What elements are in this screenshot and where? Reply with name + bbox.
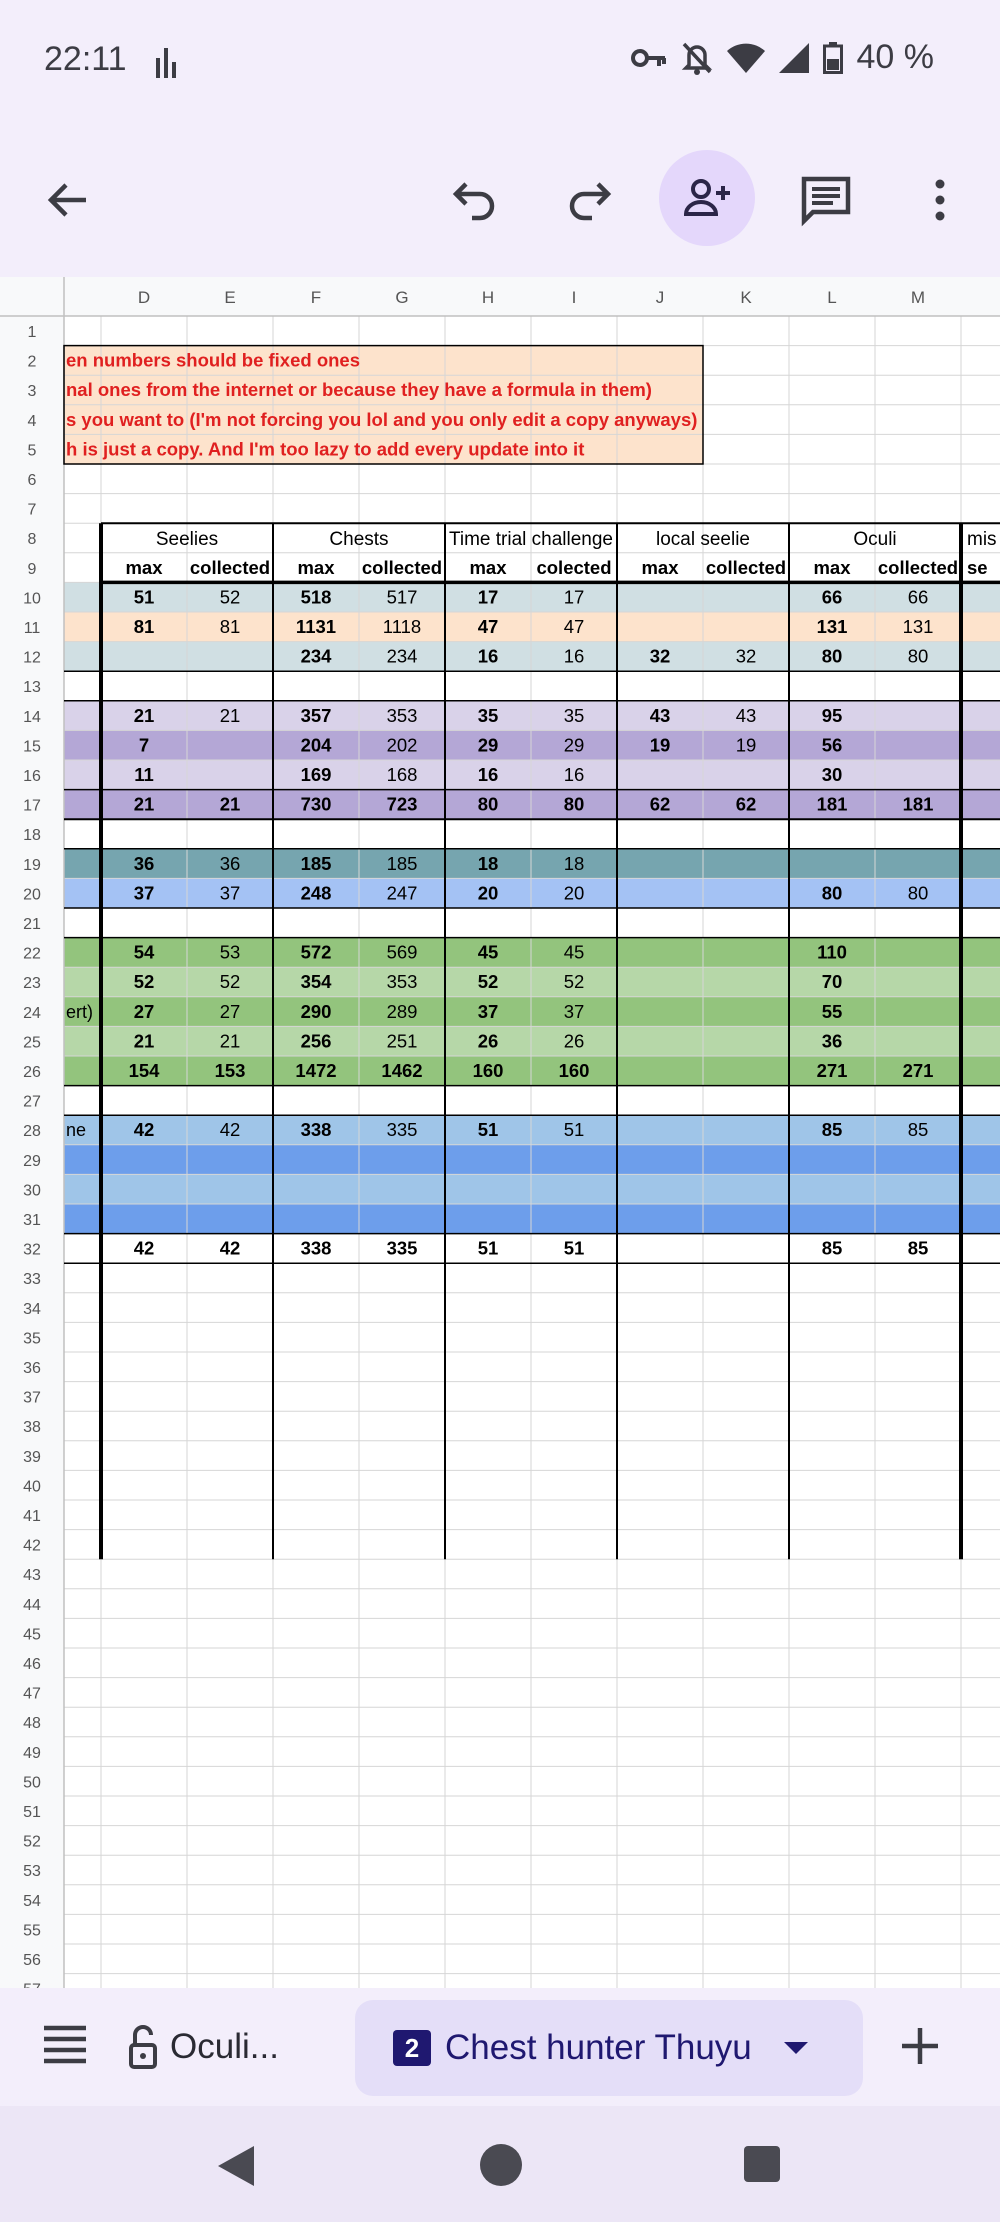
row-header[interactable]: 24: [23, 1004, 41, 1022]
subheader: collected: [877, 556, 959, 578]
cell-value[interactable]: 85: [907, 1237, 929, 1259]
cell-value[interactable]: 42: [219, 1119, 241, 1141]
cell-value[interactable]: 21: [219, 704, 241, 726]
back-arrow-icon: [46, 178, 90, 222]
row-header[interactable]: 2: [27, 353, 37, 371]
cell-value[interactable]: 181: [816, 793, 848, 815]
all-sheets-button[interactable]: [40, 2022, 96, 2072]
column-header[interactable]: M: [910, 288, 926, 307]
column-header[interactable]: I: [571, 288, 577, 307]
tab-chest-hunter[interactable]: [355, 2000, 863, 2096]
cell-value[interactable]: 32: [649, 645, 671, 667]
cell-value[interactable]: 21: [219, 1030, 241, 1052]
cell-value[interactable]: 66: [907, 586, 929, 608]
subheader: collected: [361, 556, 443, 578]
cell-value[interactable]: 81: [133, 616, 155, 637]
group-header: Time trial challenge: [448, 529, 614, 551]
more-options-button[interactable]: [892, 152, 988, 248]
row-header[interactable]: 32: [23, 1241, 41, 1259]
share-person-add-icon: [683, 178, 731, 218]
cell-value[interactable]: 56: [821, 734, 843, 756]
cell-value[interactable]: 52: [219, 586, 241, 608]
row-header[interactable]: 41: [23, 1508, 41, 1525]
group-header: mis: [967, 529, 997, 551]
row-header[interactable]: 30: [23, 1182, 41, 1200]
system-nav-bar: [0, 2106, 1000, 2222]
cell-value[interactable]: 185: [386, 852, 418, 874]
cell-value[interactable]: 47: [477, 616, 499, 637]
row-header[interactable]: 27: [23, 1093, 41, 1111]
cell-value[interactable]: 51: [133, 586, 155, 608]
cell-value[interactable]: 26: [477, 1030, 499, 1052]
note-text: en numbers should be fixed ones: [66, 349, 360, 371]
cell-value[interactable]: 42: [219, 1237, 241, 1259]
cell-value[interactable]: 29: [563, 734, 585, 756]
battery-icon: [823, 42, 843, 74]
cell-value[interactable]: 85: [907, 1119, 929, 1141]
cell-value[interactable]: 47: [563, 616, 585, 637]
cell-value[interactable]: 569: [386, 941, 418, 963]
cell-value[interactable]: 52: [133, 971, 155, 993]
cell-value[interactable]: 290: [300, 1000, 332, 1022]
cell-value[interactable]: 335: [386, 1237, 418, 1259]
cell-value[interactable]: 16: [563, 645, 585, 667]
sheets-list-icon: [40, 2022, 90, 2066]
cell-value[interactable]: 80: [907, 645, 929, 667]
share-button[interactable]: [659, 150, 755, 246]
subheader: se: [967, 556, 988, 578]
cell-value[interactable]: 185: [300, 852, 332, 874]
cell-value[interactable]: 21: [133, 793, 155, 815]
cell-value[interactable]: 1118: [382, 616, 422, 637]
row-header[interactable]: 48: [23, 1715, 41, 1733]
row-label: ne: [66, 1120, 87, 1141]
cell-value[interactable]: 45: [563, 941, 585, 963]
row-header[interactable]: 36: [23, 1360, 41, 1377]
cell-value[interactable]: 517: [386, 586, 418, 608]
row-header[interactable]: 13: [23, 679, 41, 697]
cell-value[interactable]: 21: [133, 704, 155, 726]
cell-value[interactable]: 21: [219, 793, 241, 815]
cell-value[interactable]: 110: [817, 941, 847, 963]
cell-value[interactable]: 7: [138, 734, 150, 756]
row-header[interactable]: 17: [23, 797, 41, 815]
row-header[interactable]: 42: [23, 1537, 41, 1555]
more-vert-icon: [934, 178, 946, 222]
row-header[interactable]: 7: [27, 501, 37, 519]
cell-value[interactable]: 338: [300, 1237, 332, 1259]
nav-back-icon[interactable]: [214, 2144, 258, 2188]
cell-value[interactable]: 55: [821, 1000, 843, 1022]
row-header[interactable]: 38: [23, 1419, 41, 1437]
cell-value[interactable]: 37: [477, 1000, 499, 1022]
row-header[interactable]: 26: [23, 1064, 41, 1081]
cell-value[interactable]: 16: [563, 764, 585, 785]
row-header[interactable]: 4: [27, 412, 37, 430]
column-header[interactable]: J: [655, 288, 665, 307]
undo-button[interactable]: [426, 152, 522, 248]
cell-value[interactable]: 723: [386, 793, 418, 815]
row-fill: [64, 642, 1000, 672]
cell-value[interactable]: 335: [386, 1119, 418, 1141]
row-fill: [64, 997, 1000, 1027]
cell-value[interactable]: 52: [477, 971, 499, 993]
column-header[interactable]: E: [224, 288, 236, 307]
row-header[interactable]: 44: [23, 1596, 41, 1614]
cell-value[interactable]: 11: [134, 764, 154, 785]
row-header[interactable]: 1: [27, 324, 37, 341]
cell-value[interactable]: 19: [735, 734, 757, 756]
cell-value[interactable]: 51: [477, 1237, 499, 1259]
cell-value[interactable]: 80: [477, 793, 499, 815]
cell-value[interactable]: 204: [300, 734, 332, 756]
cell-value[interactable]: 17: [477, 586, 499, 608]
row-header[interactable]: 22: [23, 945, 41, 963]
cell-value[interactable]: 51: [477, 1119, 499, 1141]
cell-value[interactable]: 518: [300, 586, 332, 608]
row-header[interactable]: 18: [23, 827, 41, 845]
row-header[interactable]: 55: [23, 1922, 41, 1940]
cell-value[interactable]: 81: [219, 616, 241, 637]
cell-value[interactable]: 37: [219, 882, 241, 904]
subheader: max: [297, 556, 335, 578]
add-sheet-button[interactable]: [898, 2024, 948, 2074]
cell-value[interactable]: 42: [133, 1119, 155, 1141]
cell-value[interactable]: 36: [133, 852, 155, 874]
cell-value[interactable]: 35: [477, 704, 499, 726]
row-fill: [64, 967, 1000, 997]
cell-value[interactable]: 248: [300, 882, 332, 904]
column-header[interactable]: F: [310, 288, 322, 307]
row-header[interactable]: 14: [23, 708, 41, 726]
cell-value[interactable]: 43: [649, 704, 671, 726]
group-header: Chests: [329, 529, 389, 551]
cell-value[interactable]: 1472: [295, 1060, 337, 1081]
row-header[interactable]: 12: [23, 649, 41, 667]
row-fill: [64, 790, 1000, 820]
cell-value[interactable]: 168: [386, 764, 418, 785]
cell-value[interactable]: 85: [821, 1119, 843, 1141]
row-fill: [64, 760, 1000, 790]
cell-value[interactable]: 160: [472, 1060, 504, 1081]
row-header[interactable]: 35: [23, 1330, 41, 1348]
row-header[interactable]: 47: [23, 1685, 41, 1703]
cell-value[interactable]: 181: [902, 793, 934, 815]
cell-value[interactable]: 247: [386, 882, 418, 904]
row-header[interactable]: 56: [23, 1952, 41, 1969]
row-header[interactable]: 37: [23, 1389, 41, 1407]
battery-percent: 40 %: [856, 38, 934, 76]
row-header[interactable]: 40: [23, 1478, 41, 1496]
row-fill: [64, 849, 1000, 879]
row-header[interactable]: 52: [23, 1833, 41, 1851]
row-fill: [64, 1026, 1000, 1056]
row-fill: [64, 1056, 1000, 1086]
cell-value[interactable]: 20: [563, 882, 585, 904]
cell-value[interactable]: 37: [133, 882, 155, 904]
cell-value[interactable]: 27: [133, 1000, 155, 1022]
cell-value[interactable]: 45: [477, 941, 499, 963]
row-header[interactable]: 45: [23, 1626, 41, 1644]
cell-value[interactable]: 36: [821, 1030, 843, 1052]
cell-value[interactable]: 80: [563, 793, 585, 815]
row-header[interactable]: 46: [23, 1656, 41, 1673]
subheader: max: [125, 556, 163, 578]
cell-value[interactable]: 52: [219, 971, 241, 993]
status-icons: [631, 38, 935, 77]
cell-value[interactable]: 26: [563, 1030, 585, 1052]
row-header[interactable]: 5: [27, 442, 37, 460]
row-fill: [64, 1204, 1000, 1234]
row-label: ert): [66, 1001, 93, 1022]
cell-value[interactable]: 17: [563, 586, 585, 608]
back-button[interactable]: [20, 152, 116, 248]
cell-value[interactable]: 42: [133, 1237, 155, 1259]
protected-sheet-badge: 2: [393, 2030, 431, 2066]
cell-value[interactable]: 353: [386, 971, 418, 993]
subheader: max: [813, 556, 851, 578]
row-header[interactable]: 39: [23, 1448, 41, 1466]
cell-value[interactable]: 153: [214, 1060, 246, 1081]
add-icon: [898, 2024, 942, 2068]
cell-value[interactable]: 43: [735, 704, 757, 726]
row-header[interactable]: 16: [23, 768, 41, 785]
cell-value[interactable]: 353: [386, 704, 418, 726]
status-bar: [0, 0, 1000, 124]
row-fill: [64, 701, 1000, 731]
top-toolbar: [0, 124, 1000, 276]
chevron-down-icon[interactable]: [782, 2040, 810, 2056]
row-header[interactable]: 29: [23, 1152, 41, 1170]
cell-value[interactable]: 27: [219, 1000, 241, 1022]
cell-value[interactable]: 234: [386, 645, 418, 667]
cell-value[interactable]: 271: [902, 1060, 934, 1081]
cell-value[interactable]: 80: [907, 882, 929, 904]
redo-icon: [566, 180, 614, 220]
cell-value[interactable]: 256: [300, 1030, 332, 1052]
cell-value[interactable]: 37: [563, 1000, 585, 1022]
row-header[interactable]: 49: [23, 1744, 41, 1762]
column-header[interactable]: L: [827, 288, 837, 307]
subheader: colected: [536, 556, 612, 578]
row-fill: [64, 1145, 1000, 1175]
cell-value[interactable]: 51: [563, 1237, 585, 1259]
cell-value[interactable]: 80: [821, 882, 843, 904]
tab-oculi-label: Oculi...: [170, 2027, 279, 2066]
cell-value[interactable]: 16: [477, 645, 499, 667]
cell-value[interactable]: 338: [300, 1119, 332, 1141]
column-header[interactable]: D: [137, 288, 151, 307]
comments-button[interactable]: [778, 152, 874, 248]
subheader: max: [469, 556, 507, 578]
column-header[interactable]: G: [395, 288, 409, 307]
row-header[interactable]: 28: [23, 1123, 41, 1141]
cell-value[interactable]: 1131: [295, 616, 337, 637]
column-header[interactable]: K: [740, 288, 752, 307]
row-header[interactable]: 34: [23, 1300, 41, 1318]
row-header[interactable]: 51: [23, 1804, 41, 1821]
cell-value[interactable]: 36: [219, 852, 241, 874]
wifi-icon: [727, 43, 765, 73]
row-header[interactable]: 10: [23, 590, 41, 608]
cell-value[interactable]: 52: [563, 971, 585, 993]
signal-bars-icon: [152, 44, 180, 80]
tab-oculi[interactable]: [128, 2012, 308, 2082]
cell-value[interactable]: 85: [821, 1237, 843, 1259]
cell-value[interactable]: 271: [816, 1060, 848, 1081]
group-header: local seelie: [656, 529, 750, 551]
cell-value[interactable]: 54: [133, 941, 155, 963]
cell-value[interactable]: 35: [563, 704, 585, 726]
note-text: h is just a copy. And I'm too lazy to add every update into it: [66, 438, 585, 460]
cell-value[interactable]: 289: [386, 1000, 418, 1022]
cell-value[interactable]: 62: [735, 793, 757, 815]
cell-value[interactable]: 251: [386, 1030, 418, 1052]
cell-value[interactable]: 51: [563, 1119, 585, 1141]
cell-value[interactable]: 154: [128, 1060, 160, 1081]
vpn-key-icon: [631, 46, 667, 70]
subheader: max: [641, 556, 679, 578]
row-header[interactable]: 3: [27, 383, 37, 401]
row-fill: [64, 730, 1000, 760]
cell-value[interactable]: 354: [300, 971, 332, 993]
cell-value[interactable]: 572: [300, 941, 332, 963]
row-header[interactable]: 20: [23, 886, 41, 904]
spreadsheet-grid[interactable]: [0, 277, 1000, 1988]
row-fill: [64, 878, 1000, 908]
cell-value[interactable]: 18: [477, 852, 499, 874]
nav-home-icon[interactable]: [478, 2142, 524, 2188]
cell-value[interactable]: 19: [649, 734, 671, 756]
row-header[interactable]: 31: [23, 1212, 41, 1229]
subheader: collected: [189, 556, 271, 578]
row-header[interactable]: 50: [23, 1774, 41, 1792]
nav-recents-icon[interactable]: [742, 2144, 782, 2184]
cell-value[interactable]: 357: [300, 704, 332, 726]
cell-value[interactable]: 30: [821, 764, 843, 785]
status-time: 22:11: [44, 40, 127, 78]
row-header[interactable]: 11: [23, 620, 41, 637]
cell-value[interactable]: 131: [816, 616, 848, 637]
bell-off-icon: [681, 41, 713, 75]
row-fill: [64, 938, 1000, 968]
redo-button[interactable]: [542, 152, 638, 248]
cell-value[interactable]: 29: [477, 734, 499, 756]
cell-value[interactable]: 20: [477, 882, 499, 904]
cell-value[interactable]: 730: [300, 793, 332, 815]
cell-value[interactable]: 169: [300, 764, 332, 785]
row-fill: [64, 612, 1000, 642]
row-fill: [64, 582, 1000, 612]
row-header[interactable]: 25: [23, 1034, 41, 1052]
note-text: s you want to (I'm not forcing you lol and you only edit a copy anyways): [66, 408, 698, 430]
row-header[interactable]: 19: [23, 856, 41, 874]
subheader: collected: [705, 556, 787, 578]
cell-value[interactable]: 1462: [381, 1060, 423, 1081]
row-header[interactable]: 54: [23, 1892, 41, 1910]
cell-value[interactable]: 21: [133, 1030, 155, 1052]
cell-value[interactable]: 131: [902, 616, 934, 637]
row-fill: [64, 1174, 1000, 1204]
row-header[interactable]: 23: [23, 975, 41, 993]
cell-value[interactable]: 234: [300, 645, 332, 667]
group-header: Oculi: [853, 529, 897, 551]
cell-signal-icon: [779, 43, 809, 73]
sheet-tab-bar: [0, 1988, 1000, 2106]
tab-chest-hunter-label: Chest hunter Thuyu: [445, 2028, 752, 2067]
row-header[interactable]: 43: [23, 1567, 41, 1585]
group-header: Seelies: [155, 529, 219, 551]
cell-value[interactable]: 80: [821, 645, 843, 667]
cell-value[interactable]: 95: [821, 704, 843, 726]
row-header[interactable]: 15: [23, 738, 41, 756]
row-header[interactable]: 9: [27, 560, 37, 578]
row-header[interactable]: 8: [27, 531, 37, 549]
cell-value[interactable]: 32: [735, 645, 757, 667]
comment-icon: [801, 176, 851, 224]
unlocked-icon: [128, 2023, 158, 2071]
cell-value[interactable]: 66: [821, 586, 843, 608]
cell-value[interactable]: 62: [649, 793, 671, 815]
row-header[interactable]: 33: [23, 1271, 41, 1289]
cell-value[interactable]: 70: [821, 971, 843, 993]
grid-canvas[interactable]: [0, 277, 1000, 1988]
row-header[interactable]: 53: [23, 1863, 41, 1881]
cell-value[interactable]: 202: [386, 734, 418, 756]
column-header[interactable]: H: [481, 288, 495, 307]
note-text: nal ones from the internet or because they have a formula in them): [66, 379, 652, 401]
undo-icon: [450, 180, 498, 220]
cell-value[interactable]: 16: [477, 764, 499, 785]
cell-value[interactable]: 53: [219, 941, 241, 963]
row-header[interactable]: 21: [23, 916, 41, 933]
cell-value[interactable]: 18: [563, 852, 585, 874]
row-fill: [64, 1115, 1000, 1145]
row-header[interactable]: 6: [27, 472, 37, 489]
cell-value[interactable]: 160: [558, 1060, 590, 1081]
